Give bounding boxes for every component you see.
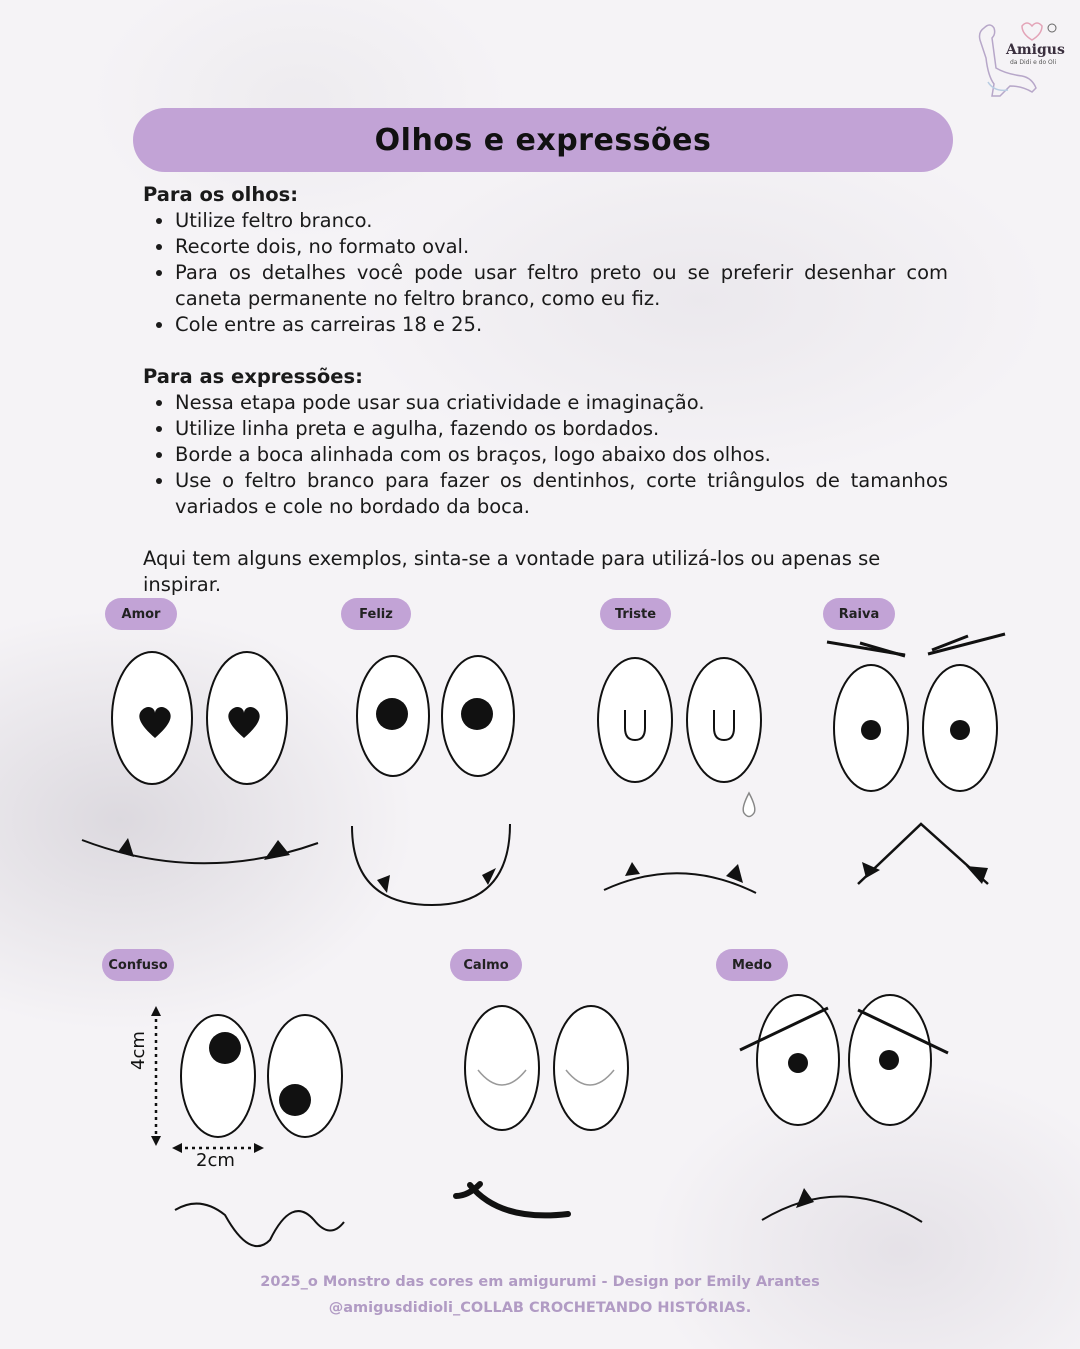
list-item: • Borde a boca alinhada com os braços, logo abaixo dos olhos. [175,442,948,468]
label-raiva: Raiva [823,598,895,630]
pupil [950,720,970,740]
footer-collab: @amigusdidioli_COLLAB CROCHETANDO HISTÓRIAS. [328,1300,752,1316]
pupil [461,698,493,730]
medo-mouth [762,1196,922,1222]
eye-oval [598,658,672,782]
logo-subtitle: da Didi e do Oli [1010,59,1057,66]
list-item: • Recorte dois, no formato oval. [175,234,948,260]
pupil [209,1032,241,1064]
label-medo: Medo [716,949,788,981]
footer-credit: 2025_o Monstro das cores em amigurumi - Design por Emily Arantes [260,1274,820,1290]
pupil [376,698,408,730]
list-item: • Utilize feltro branco. [175,208,948,234]
tear-icon [743,793,755,817]
pupil [279,1084,311,1116]
eye-oval [554,1006,628,1130]
expressions-heading: Para as expressões: [143,365,363,388]
pupil [861,720,881,740]
eye-oval [268,1015,342,1137]
pupil [788,1053,808,1073]
tooth-icon [796,1188,814,1208]
intro-text: Aqui tem alguns exemplos, sinta-se a vontade para utilizá-los ou apenas se inspirar. [143,547,881,596]
logo-name: Amigus [1006,42,1065,58]
eye-oval [465,1006,539,1130]
tooth-icon [726,864,743,883]
page-title: Olhos e expressões [374,122,712,158]
arrow-left-icon [172,1143,182,1153]
list-item: • Para os detalhes você pode usar feltro preto ou se preferir desenhar com caneta permanente no feltro branco, como eu fiz. [175,260,948,312]
pupil [879,1050,899,1070]
eye-oval [181,1015,255,1137]
width-dimension-label: 2cm [196,1150,235,1171]
eye-oval [687,658,761,782]
tooth-icon [625,862,640,876]
arrow-right-icon [254,1143,264,1153]
confuso-mouth [175,1204,344,1247]
amor-face [112,652,287,784]
list-item: • Use o feltro branco para fazer os dentinhos, corte triângulos de tamanhos variados e cole no bordado da boca. [175,468,948,520]
label-amor: Amor [105,598,177,630]
label-calmo: Calmo [450,949,522,981]
calmo-mouth [470,1185,568,1215]
label-feliz: Feliz [341,598,411,630]
tooth-icon [118,838,134,857]
label-confuso: Confuso [102,949,174,981]
tooth-icon [264,840,290,860]
raiva-mouth [858,824,988,884]
list-item: • Utilize linha preta e agulha, fazendo os bordados. [175,416,948,442]
list-item: • Nessa etapa pode usar sua criatividade e imaginação. [175,390,948,416]
list-item: • Cole entre as carreiras 18 e 25. [175,312,948,338]
label-triste: Triste [600,598,671,630]
eyes-heading: Para os olhos: [143,183,299,206]
feliz-mouth [352,824,510,905]
height-dimension-label: 4cm [128,1031,149,1070]
arrow-up-icon [151,1006,161,1016]
raiva-eyebrows [827,634,1005,656]
arrow-down-icon [151,1136,161,1146]
